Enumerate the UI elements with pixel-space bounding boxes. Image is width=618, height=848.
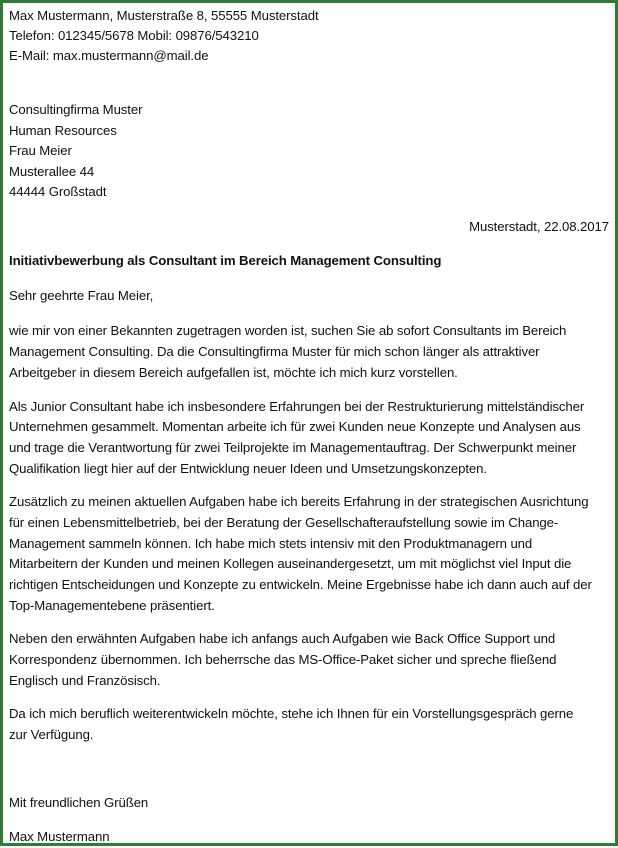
paragraph-5-line: zur Verfügung. bbox=[9, 727, 94, 742]
letter-subject: Initiativbewerbung als Consultant im Bereich Management Consulting bbox=[9, 253, 442, 268]
paragraph-2-line: Unternehmen gesammelt. Momentan arbeite ich für zwei Kunden neue Konzepte und Analysen aus bbox=[9, 419, 581, 434]
paragraph-3-line: Mitarbeitern der Kunden und meinen Kollegen auseinandergesetzt, um mit möglichst viel Input die bbox=[9, 556, 572, 571]
paragraph-3-line: richtigen Entscheidungen und Konzepte zu entwickeln. Meine Ergebnisse habe ich dann auch auf der bbox=[9, 577, 592, 592]
salutation: Sehr geehrte Frau Meier, bbox=[9, 288, 154, 303]
paragraph-1-line: Management Consulting. Da die Consultingfirma Muster für mich schon länger als attraktiver bbox=[9, 344, 540, 359]
paragraph-3-line: für einen Lebensmittelbetrieb, bei der Beratung der Gesellschafteraufstellung sowie im Change- bbox=[9, 515, 559, 530]
paragraph-2-line: Qualifikation liegt hier auf der Entwicklung neuer Ideen und Umsetzungskonzepten. bbox=[9, 461, 487, 476]
paragraph-3-line: Zusätzlich zu meinen aktuellen Aufgaben habe ich bereits Erfahrung in der strategischen Ausrichtung bbox=[9, 494, 589, 509]
paragraph-2-line: und trage die Verantwortung für zwei Teilprojekte im Managementauftrag. Der Schwerpunkt meiner bbox=[9, 440, 577, 455]
recipient-city: 44444 Großstadt bbox=[9, 184, 107, 199]
paragraph-4-line: Englisch und Französisch. bbox=[9, 673, 161, 688]
sender-address: Max Mustermann, Musterstraße 8, 55555 Musterstadt bbox=[9, 8, 319, 23]
paragraph-4-line: Neben den erwähnten Aufgaben habe ich anfangs auch Aufgaben wie Back Office Support und bbox=[9, 631, 556, 646]
paragraph-5-line: Da ich mich beruflich weiterentwickeln möchte, stehe ich Ihnen für ein Vorstellungsgespräch gerne bbox=[9, 706, 574, 721]
paragraph-4-line: Korrespondenz übernommen. Ich beherrsche das MS-Office-Paket sicher und spreche fließend bbox=[9, 652, 557, 667]
paragraph-1-line: Arbeitgeber in diesem Bereich aufgefallen ist, möchte ich mich kurz vorstellen. bbox=[9, 365, 458, 380]
recipient-person: Frau Meier bbox=[9, 143, 72, 158]
recipient-department: Human Resources bbox=[9, 123, 117, 138]
sender-phone: Telefon: 012345/5678 Mobil: 09876/543210 bbox=[9, 28, 259, 43]
recipient-company: Consultingfirma Muster bbox=[9, 102, 143, 117]
paragraph-2-line: Als Junior Consultant habe ich insbesondere Erfahrungen bei der Restrukturierung mittelständischer bbox=[9, 399, 585, 414]
sender-email: E-Mail: max.mustermann@mail.de bbox=[9, 48, 209, 63]
letter-date: Musterstadt, 22.08.2017 bbox=[469, 219, 609, 234]
signature-name: Max Mustermann bbox=[9, 829, 110, 844]
recipient-street: Musterallee 44 bbox=[9, 164, 95, 179]
paragraph-1-line: wie mir von einer Bekannten zugetragen worden ist, suchen Sie ab sofort Consultants im Bereich bbox=[9, 323, 567, 338]
paragraph-3-line: Top-Managementebene präsentiert. bbox=[9, 598, 215, 613]
closing-phrase: Mit freundlichen Grüßen bbox=[9, 795, 149, 810]
paragraph-3-line: Management sammeln können. Ich habe mich stets intensiv mit den Produktmanagern und bbox=[9, 536, 533, 551]
